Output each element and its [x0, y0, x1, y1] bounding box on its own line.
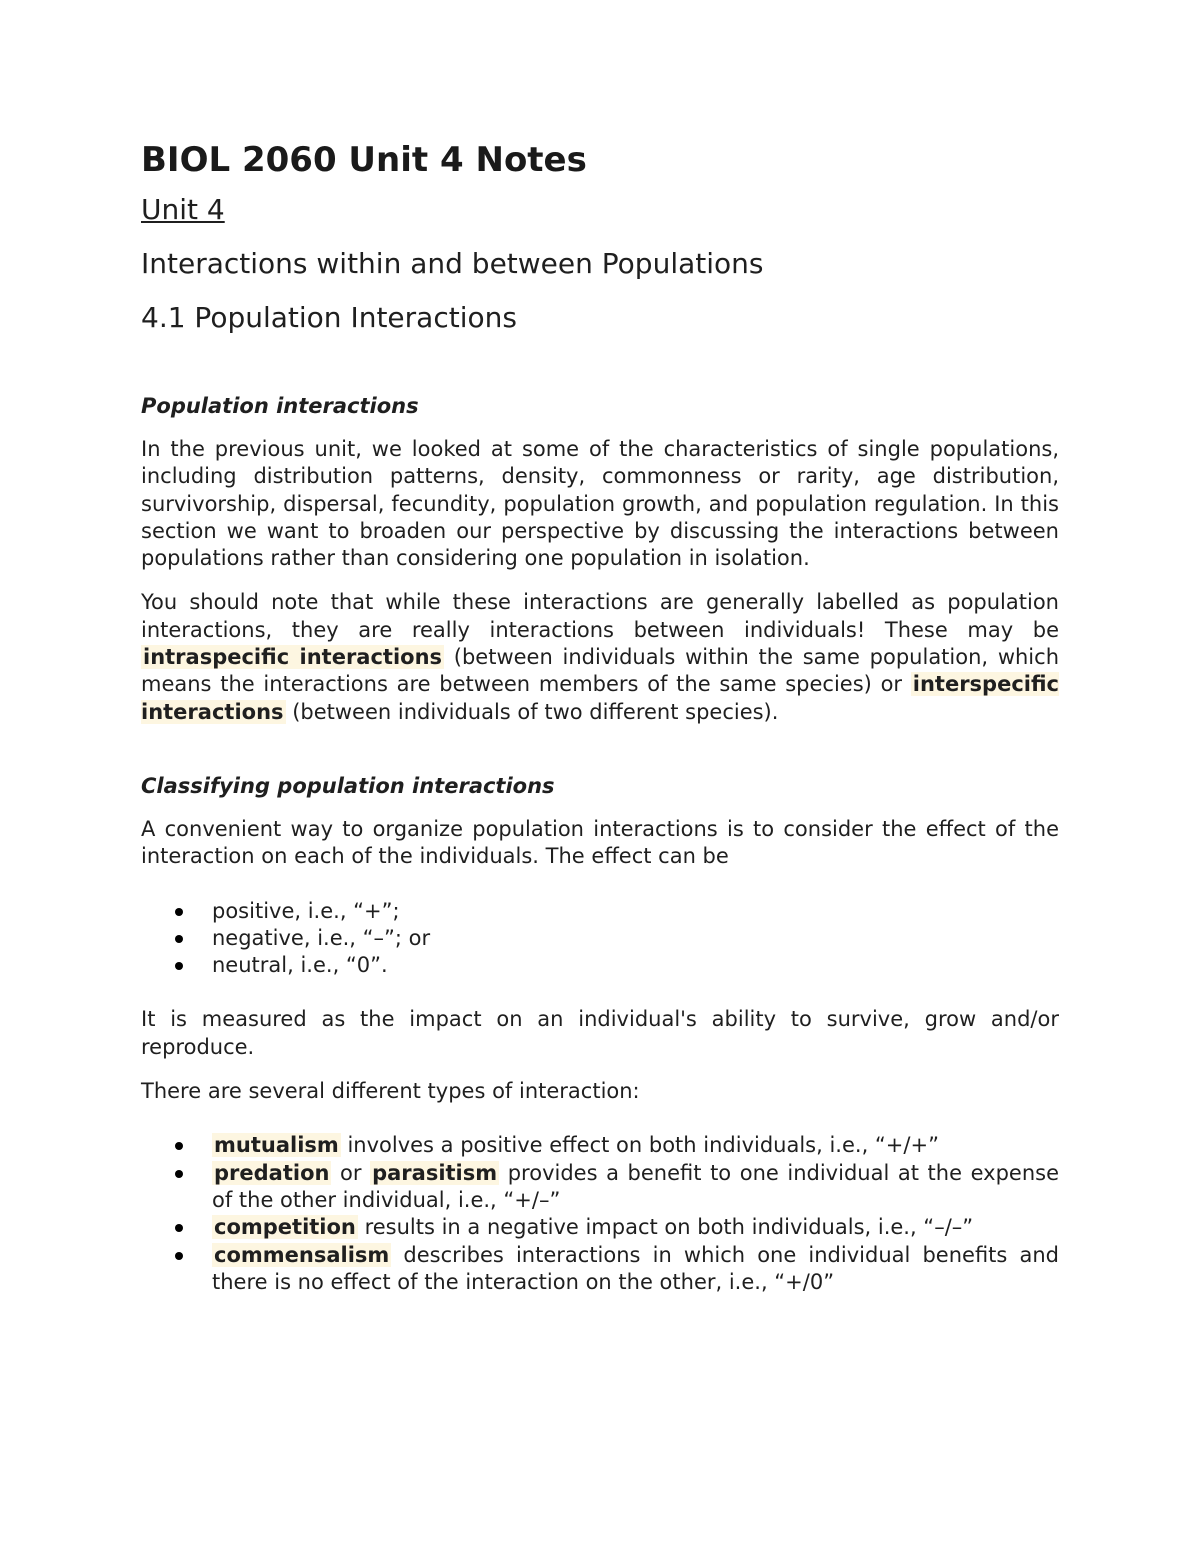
bullet-icon — [175, 1170, 183, 1178]
term-parasitism: parasitism — [372, 1160, 498, 1185]
list-item-competition: competition results in a negative impact on both individuals, i.e., “–/–” — [141, 1214, 1059, 1241]
term-predation: predation — [214, 1160, 330, 1185]
classifying-intro: A convenient way to organize population interactions is to consider the effect of the interaction on each of the individuals. The effect can be — [141, 816, 1059, 869]
note-text-c: (between individuals of two different species). — [285, 699, 779, 724]
section-heading: 4.1 Population Interactions — [141, 301, 517, 334]
bullet-icon — [175, 962, 183, 970]
unit-link[interactable]: Unit 4 — [141, 193, 225, 226]
bullet-icon — [175, 908, 183, 916]
intro-paragraph: In the previous unit, we looked at some of the characteristics of single populations, including distribution patterns, density, commonness or rarity, age distribution, survivorship, dispersal, fecundity, population growth, and population regulation. In this section we want to broaden our perspective by discussing the interactions between populations rather than considering one population in isolation. — [141, 437, 1059, 571]
note-text-a: You should note that while these interactions are generally labelled as population interactions, they are really interactions between individuals! These may be — [141, 590, 1059, 642]
measure-paragraph: It is measured as the impact on an individual's ability to survive, grow and/or reproduce. — [141, 1007, 1059, 1059]
bullet-icon — [175, 935, 183, 943]
note-paragraph — [141, 589, 1059, 725]
document-title: BIOL 2060 Unit 4 Notes — [141, 140, 587, 180]
list-item-mutualism: mutualism involves a positive effect on both individuals, i.e., “+/+” — [141, 1132, 1059, 1159]
list-item-commensalism: commensalism describes interactions in which one individual benefits and there is no effect of the interaction on the other, i.e., “+/0” — [141, 1242, 1059, 1297]
document-page — [141, 136, 1059, 1296]
unit-subtitle: Interactions within and between Populations — [141, 247, 764, 280]
note-text-b: (between individuals within the same population, which means the interactions are between members of the same species) or — [141, 645, 1059, 697]
term-intraspecific: intraspecific interactions — [143, 645, 443, 670]
bullet-icon — [175, 1142, 183, 1150]
types-list — [141, 1132, 1059, 1296]
list-item-predation: predation or parasitism provides a benefit to one individual at the expense of the other individual, i.e., “+/–” — [141, 1160, 1059, 1215]
list-item: neutral, i.e., “0”. — [141, 952, 1059, 979]
classifying-heading: Classifying population interactions — [141, 773, 555, 798]
population-interactions-heading: Population interactions — [141, 394, 419, 418]
term-competition: competition — [214, 1215, 356, 1240]
list-item: positive, i.e., “+”; — [141, 898, 1059, 925]
term-interspecific: interspecific interactions — [141, 672, 1059, 724]
term-commensalism: commensalism — [214, 1242, 390, 1267]
effects-list — [141, 898, 1059, 980]
term-mutualism: mutualism — [214, 1133, 339, 1158]
types-intro: There are several different types of interaction: — [141, 1079, 640, 1104]
list-item: negative, i.e., “–”; or — [141, 925, 1059, 952]
unit-link-row — [141, 184, 1059, 230]
bullet-icon — [175, 1224, 183, 1232]
bullet-icon — [175, 1252, 183, 1260]
